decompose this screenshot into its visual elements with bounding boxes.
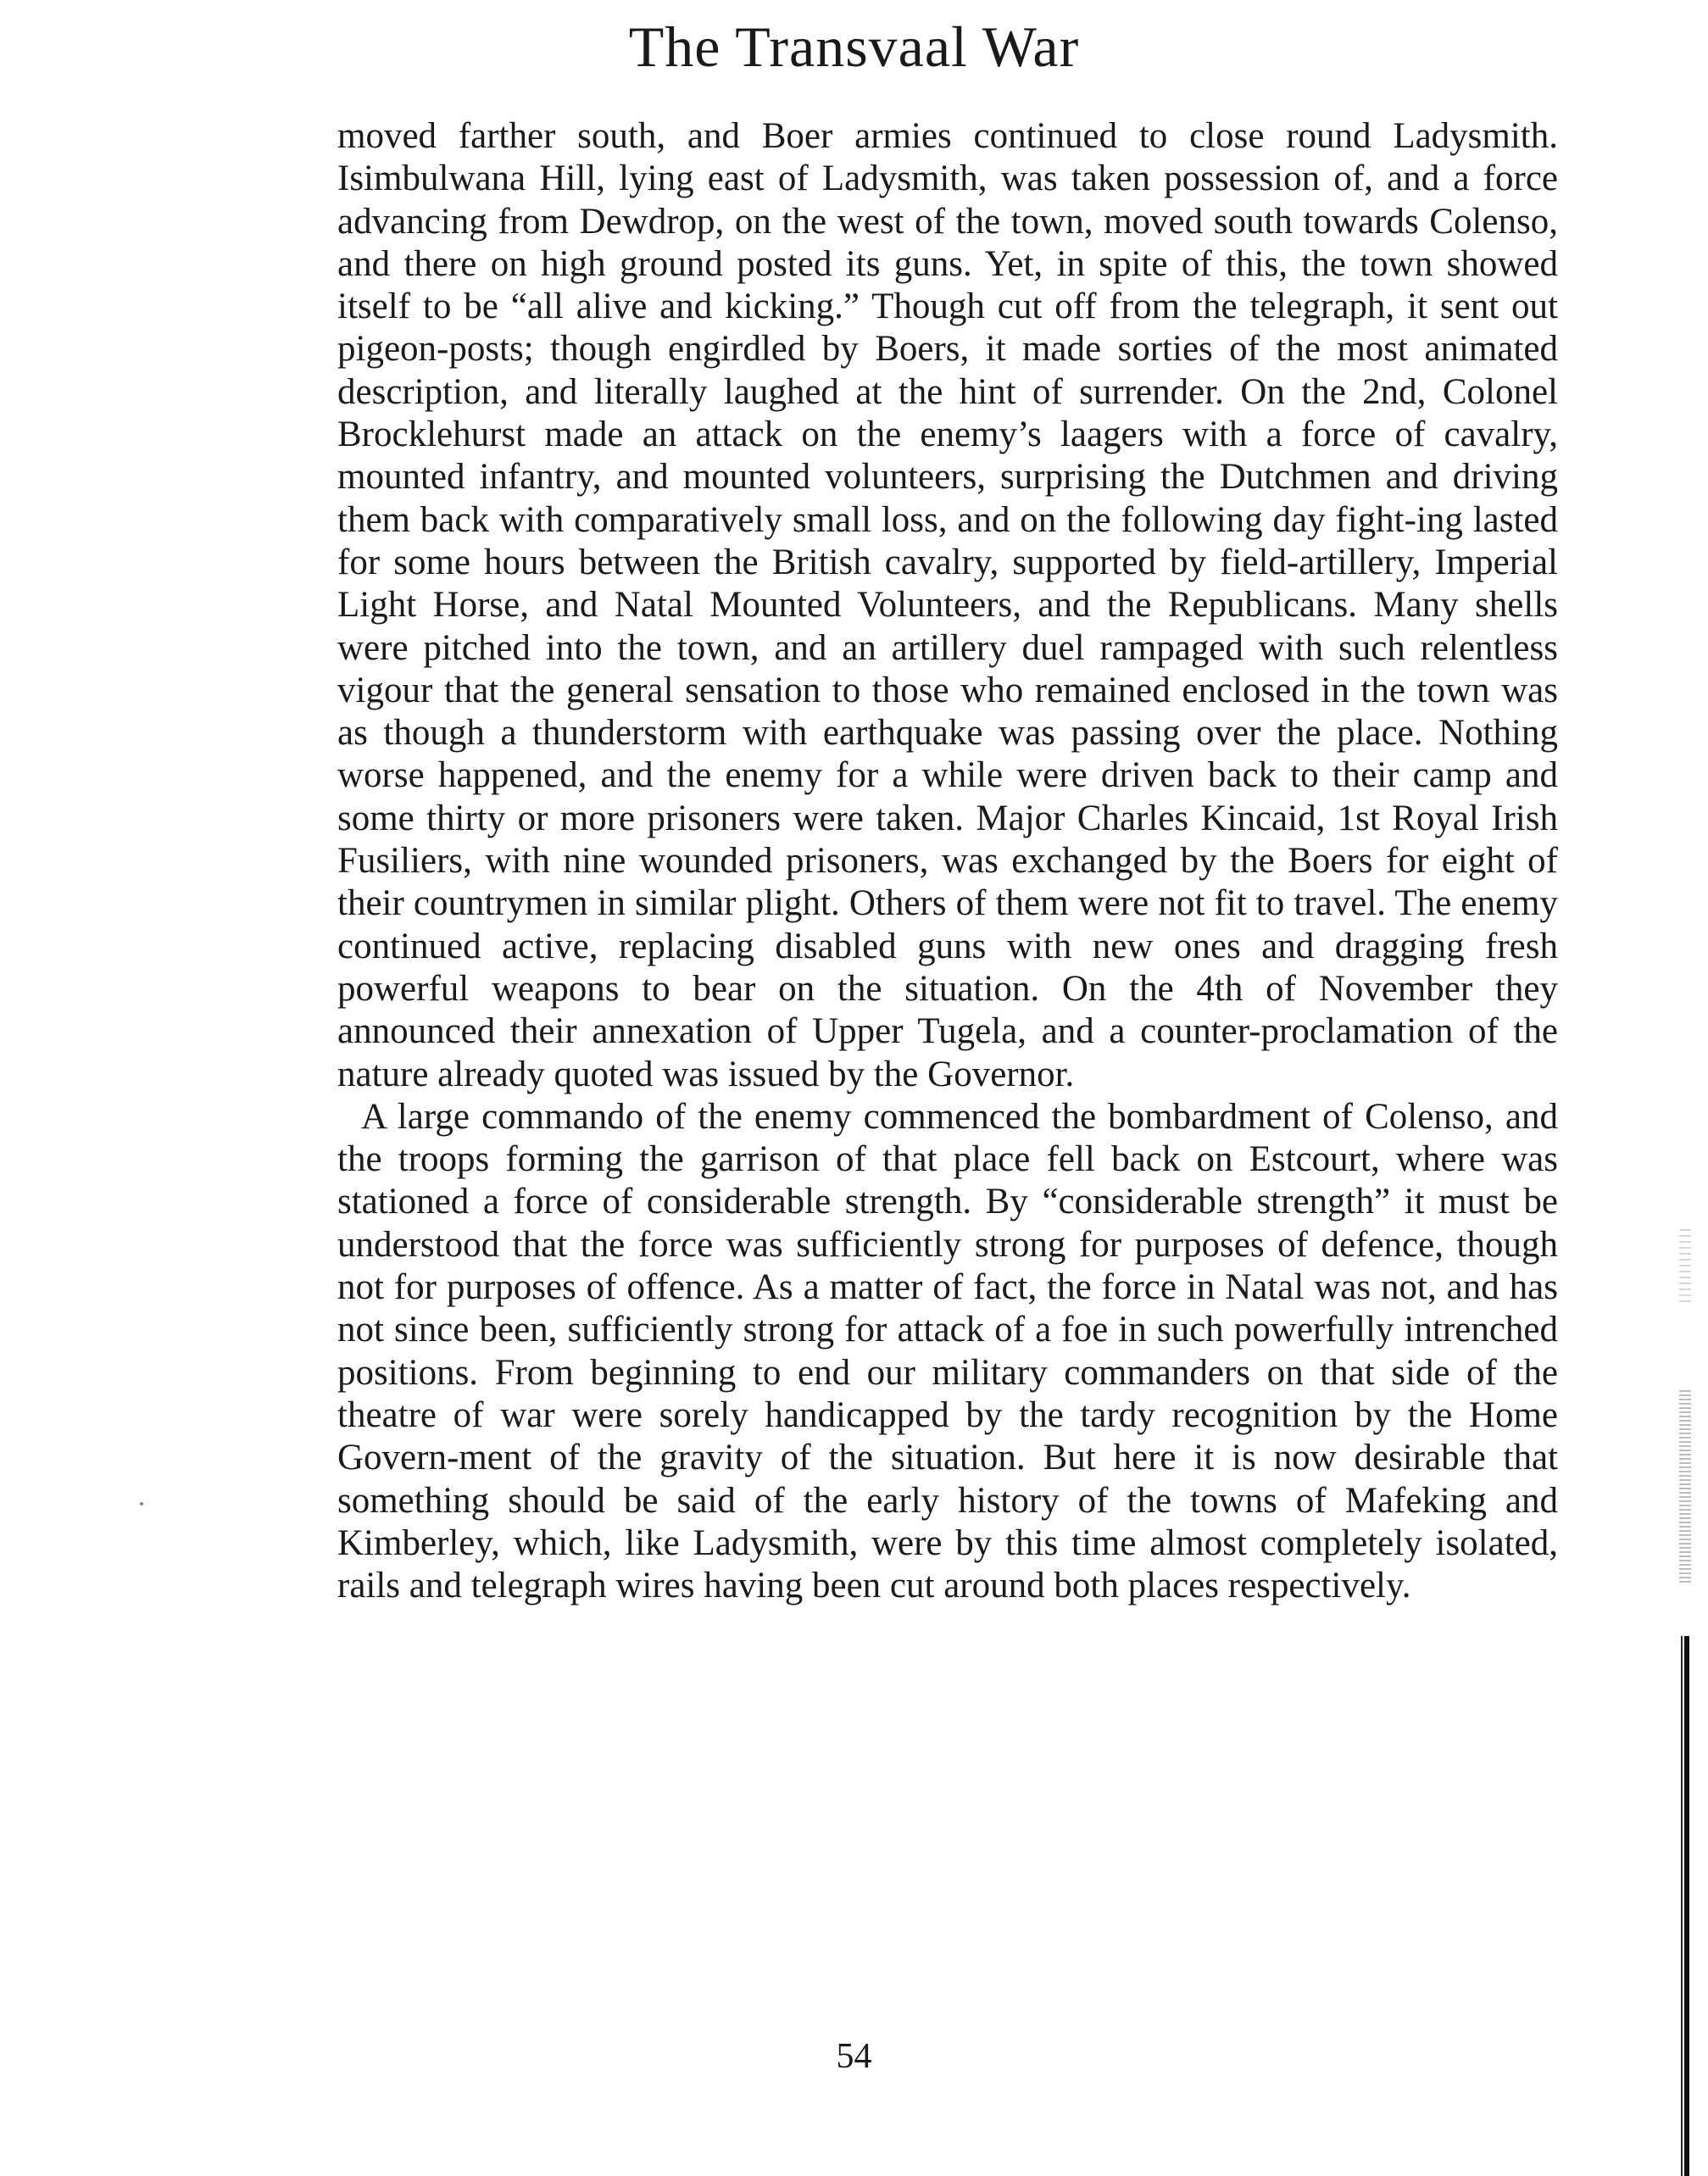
scan-edge-middle <box>1679 1390 1691 1585</box>
scan-edge-lower <box>1679 1636 1691 2176</box>
page-number: 54 <box>836 2037 872 2076</box>
scan-speck <box>140 1502 143 1505</box>
body-text <box>337 115 1558 1607</box>
running-title: The Transvaal War <box>628 14 1080 79</box>
paragraph-2: A large commando of the enemy commenced the bombardment of Colenso, and the troops forming the garrison of that place fell back on Estcourt, where was stationed a force of considerable strength. By “considerable strength” it must be understood that the force was sufficiently strong for purposes of defence, though not for purposes of offence. As a matter of fact, the force in Natal was not, and has not since been, sufficiently strong for attack of a foe in such powerfully intrenched positions. From beginning to end our military commanders on that side of the theatre of war were sorely handicapped by the tardy recognition by the Home Govern-ment of the gravity of the situation. But here it is now desirable that something should be said of the early history of the towns of Mafeking and Kimberley, which, like Ladysmith, were by this time almost completely isolated, rails and telegraph wires having been cut around both places respectively. <box>337 1096 1558 1606</box>
scan-edge-upper <box>1679 1229 1691 1305</box>
paragraph-1: moved farther south, and Boer armies continued to close round Ladysmith. Isimbulwana Hill, lying east of Ladysmith, was taken possession of, and a force advancing from Dewdrop, on the west of the town, moved south towards Colenso, and there on high ground posted its guns. Yet, in spite of this, the town showed itself to be “all alive and kicking.” Though cut off from the telegraph, it sent out pigeon-posts; though engirdled by Boers, it made sorties of the most animated description, and literally laughed at the hint of surrender. On the 2nd, Colonel Brocklehurst made an attack on the enemy’s laagers with a force of cavalry, mounted infantry, and mounted volunteers, surprising the Dutchmen and driving them back with comparatively small loss, and on the following day fight-ing lasted for some hours between the British cavalry, supported by field-artillery, Imperial Light Horse, and Natal Mounted Volunteers, and the Republicans. Many shells were pitched into the town, and an artillery duel rampaged with such relentless vigour that the general sensation to those who remained enclosed in the town was as though a thunderstorm with earthquake was passing over the place. Nothing worse happened, and the enemy for a while were driven back to their camp and some thirty or more prisoners were taken. Major Charles Kincaid, 1st Royal Irish Fusiliers, with nine wounded prisoners, was exchanged by the Boers for eight of their countrymen in similar plight. Others of them were not fit to travel. The enemy continued active, replacing disabled guns with new ones and dragging fresh powerful weapons to bear on the situation. On the 4th of November they announced their annexation of Upper Tugela, and a counter-proclamation of the nature already quoted was issued by the Governor. <box>337 116 1558 1094</box>
